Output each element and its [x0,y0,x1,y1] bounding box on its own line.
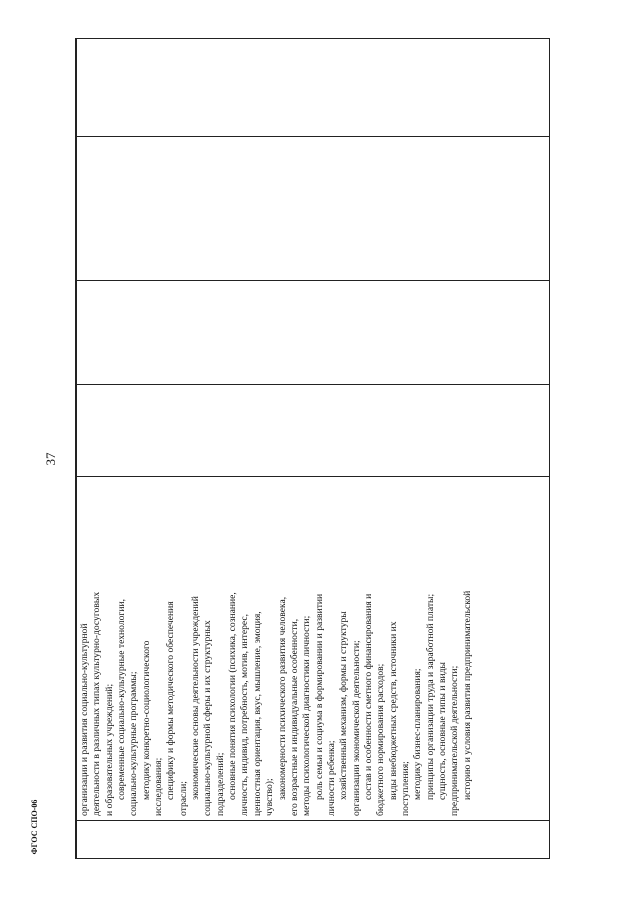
text-line: состав и особенности сметного финансирования и [362,593,374,800]
text-line: методы психологической диагностики личности; [301,615,313,816]
text-line: закономерности психического развития человека, [276,596,288,800]
row-divider-5 [76,820,549,821]
curriculum-table [75,38,550,859]
text-line: чувство); [264,778,276,816]
text-line: экономические основы деятельности учреждений [190,596,202,800]
row-divider-1 [76,136,549,137]
text-line: личности ребенка; [325,740,337,816]
text-line: личность, индивид, потребность, мотив, интерес, [239,613,251,816]
text-line: бюджетного нормирования расходов; [375,663,387,816]
text-line: современные социально-культурные технологии, [116,599,128,800]
page-number: 37 [43,452,58,466]
text-line: историю и условия развития предпринимательской [461,590,473,800]
text-line: организации и развития социально-культурной [79,623,90,816]
text-line: отрасли; [177,781,189,816]
row-divider-2 [76,280,549,281]
text-line: его возрастные и индивидуальные особенности, [288,618,300,816]
text-line: хозяйственный механизм, формы и структуры [338,611,350,800]
document-footer: ФГОС СПО-06 [30,799,39,855]
text-line: сущность, основные типы и виды [436,662,448,800]
text-line: и образовательных учреждений; [103,683,115,816]
text-line: основные понятия психологии (психика, сознание, [227,592,239,800]
text-line: исследования; [153,757,165,816]
text-line: ценностная ориентация, вкус, мышление, эмоция, [251,611,263,816]
text-line: методику конкретно-социологического [140,640,152,800]
text-line: деятельности в различных типах культурно-досуговых [91,591,103,816]
text-line: подразделений; [214,752,226,816]
text-line: специфику и формы методического обеспечения [165,601,177,800]
row-divider-3 [76,384,549,385]
text-line: организации экономической деятельности; [350,640,362,816]
text-line: социально-культурные программы; [128,671,140,816]
text-line: виды внебюджетных средств, источники их [387,621,399,800]
text-line: методику бизнес-планирования; [412,668,424,800]
text-line: принципы организации труда и заработной платы; [424,593,436,800]
text-line: роль семьи и социума в формировании и развитии [313,593,325,800]
text-line: социально-культурной сферы и их структурных [202,620,214,816]
text-line: предпринимательской деятельности; [449,665,461,816]
knowledge-cell [76,476,551,820]
text-line: поступления; [399,761,411,816]
